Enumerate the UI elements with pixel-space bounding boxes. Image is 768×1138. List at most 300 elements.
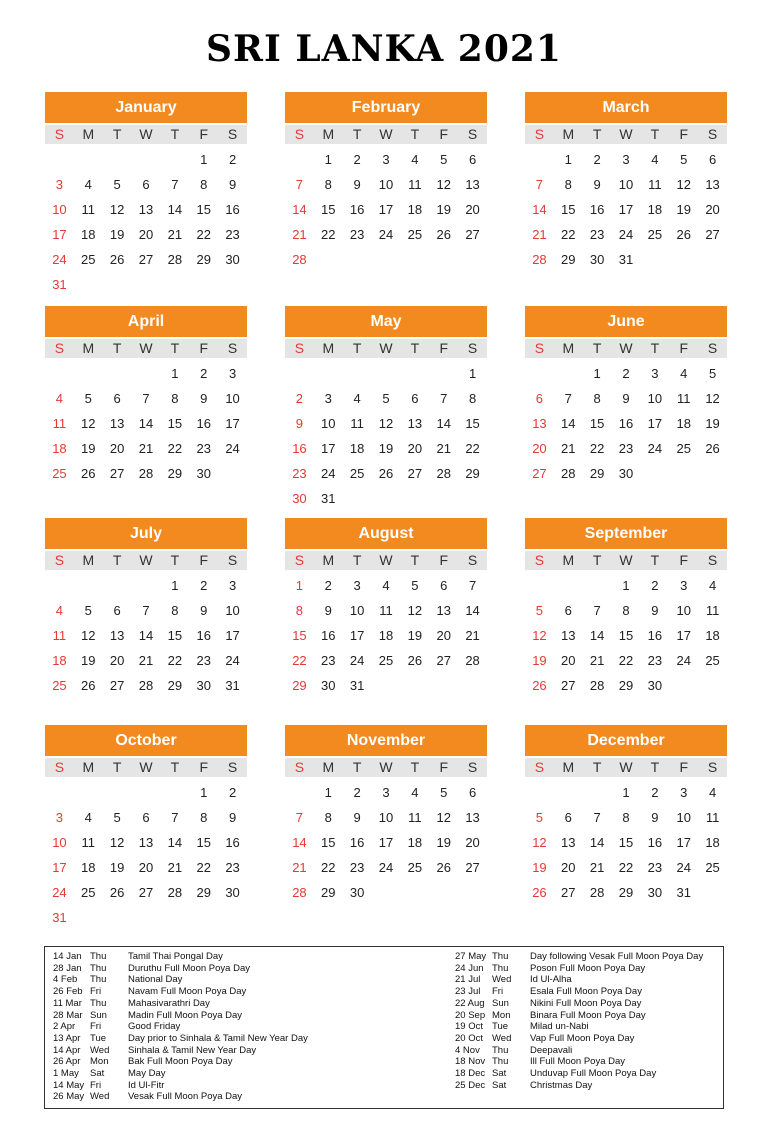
weekday-label: T — [410, 340, 420, 356]
empty-cell — [74, 780, 103, 805]
day-cell: 4 — [382, 578, 390, 593]
day-cell: 17 — [676, 628, 691, 643]
weekday-label: W — [139, 126, 153, 142]
day-cell: 24 — [52, 885, 67, 900]
day-cell: 8 — [171, 603, 179, 618]
weekday-label: S — [54, 340, 65, 356]
day-cell: 9 — [200, 391, 208, 406]
day-cell: 20 — [109, 653, 125, 668]
weekday-header-row — [525, 125, 727, 144]
day-cell: 2 — [622, 366, 630, 381]
month-december — [525, 725, 727, 905]
day-cell: 26 — [109, 885, 125, 900]
day-cell: 29 — [167, 466, 183, 481]
day-cell: 16 — [647, 835, 663, 850]
day-cell: 3 — [55, 177, 64, 192]
weekday-header-row — [45, 125, 247, 144]
day-cell: 4 — [55, 603, 64, 618]
day-cell: 11 — [676, 391, 691, 406]
day-cell: 25 — [349, 466, 365, 481]
day-cell: 2 — [295, 391, 304, 406]
day-cell: 25 — [705, 860, 720, 875]
day-cell: 1 — [295, 578, 304, 593]
weekday-header-row — [45, 758, 247, 777]
day-cell: 6 — [113, 391, 121, 406]
day-cell: 18 — [81, 227, 96, 242]
day-cell: 15 — [196, 202, 211, 217]
day-cell: 24 — [378, 227, 394, 242]
empty-cell — [103, 361, 132, 386]
day-cell: 7 — [535, 177, 544, 192]
page-title: SRI LANKA 2021 — [206, 28, 562, 70]
day-cell: 23 — [196, 441, 211, 456]
holiday-row — [455, 1021, 703, 1033]
day-cell: 22 — [589, 441, 605, 456]
day-cell: 16 — [349, 835, 365, 850]
day-cell: 28 — [167, 252, 183, 267]
holiday-name: Day following Vesak Full Moon Poya Day — [530, 951, 704, 962]
day-cell: 19 — [705, 416, 720, 431]
holiday-row — [53, 1010, 308, 1022]
weekday-header-row — [285, 758, 487, 777]
day-cell: 20 — [465, 202, 480, 217]
weekday-label: T — [410, 552, 420, 568]
day-cell: 4 — [651, 152, 659, 167]
holiday-date: 21 Jul — [455, 974, 481, 986]
holiday-row — [455, 1045, 703, 1057]
weekday-label: S — [294, 552, 305, 568]
day-cell: 19 — [532, 653, 547, 668]
month-july — [45, 518, 247, 698]
weekday-label: W — [379, 759, 393, 775]
weekday-label: M — [322, 126, 335, 142]
month-header: July — [45, 518, 247, 549]
day-cell: 9 — [324, 603, 332, 618]
day-cell: 18 — [81, 860, 96, 875]
day-cell: 19 — [676, 202, 691, 217]
day-cell: 21 — [292, 227, 307, 242]
day-cell: 25 — [705, 653, 720, 668]
holiday-name: Duruthu Full Moon Poya Day — [128, 962, 250, 974]
day-cell: 10 — [321, 416, 336, 431]
day-cell: 6 — [535, 391, 544, 406]
day-cell: 26 — [436, 860, 451, 875]
day-cell: 1 — [200, 152, 208, 167]
day-cell: 17 — [349, 628, 365, 643]
holiday-weekday: Sat — [492, 1079, 507, 1091]
month-header: February — [285, 92, 487, 123]
weekday-label: T — [592, 552, 602, 568]
day-cell: 9 — [622, 391, 630, 406]
day-cell: 11 — [648, 177, 662, 192]
day-cell: 1 — [622, 578, 630, 593]
day-cell: 15 — [167, 628, 183, 643]
holiday-date: 26 Apr — [53, 1056, 81, 1068]
day-cell: 11 — [81, 202, 96, 217]
weekday-label: W — [379, 340, 393, 356]
day-cell: 28 — [465, 653, 480, 668]
holiday-row — [455, 1068, 703, 1080]
weekday-label: S — [534, 126, 545, 142]
day-cell: 3 — [228, 366, 237, 381]
day-cell: 2 — [353, 152, 361, 167]
day-cell: 3 — [228, 578, 237, 593]
day-cell: 5 — [382, 391, 390, 406]
day-cell: 7 — [171, 177, 179, 192]
day-cell: 2 — [228, 152, 237, 167]
weekday-label: W — [619, 340, 633, 356]
day-cell: 28 — [292, 885, 307, 900]
day-cell: 5 — [680, 152, 688, 167]
holiday-date: 27 May — [455, 951, 487, 962]
day-cell: 26 — [81, 466, 96, 481]
holiday-weekday: Mon — [90, 1056, 109, 1068]
day-cell: 10 — [676, 810, 691, 825]
day-cell: 23 — [647, 860, 663, 875]
weekday-header-row — [525, 551, 727, 570]
holiday-row — [53, 963, 308, 975]
weekday-label: F — [199, 552, 208, 568]
day-cell: 22 — [196, 860, 211, 875]
empty-cell — [285, 780, 314, 805]
day-cell: 11 — [81, 835, 96, 850]
day-cell: 2 — [651, 578, 659, 593]
month-april — [45, 306, 247, 486]
weekday-label: T — [352, 126, 362, 142]
day-cell: 24 — [225, 653, 240, 668]
day-cell: 8 — [171, 391, 179, 406]
weekday-label: S — [467, 759, 478, 775]
day-cell: 6 — [142, 810, 150, 825]
empty-cell — [554, 573, 583, 598]
holiday-date: 1 May — [53, 1068, 79, 1080]
day-cell: 27 — [465, 227, 480, 242]
day-cell: 14 — [167, 202, 183, 217]
holiday-list-right — [455, 951, 703, 1091]
day-cell: 25 — [407, 860, 423, 875]
holiday-weekday: Thu — [90, 962, 107, 974]
day-cell: 4 — [411, 785, 419, 800]
day-cell: 13 — [138, 835, 154, 850]
day-cell: 30 — [349, 885, 365, 900]
day-cell: 11 — [52, 628, 67, 643]
day-cell: 11 — [52, 416, 67, 431]
month-header: April — [45, 306, 247, 337]
day-cell: 20 — [436, 628, 451, 643]
empty-cell — [45, 780, 74, 805]
day-grid — [285, 361, 487, 511]
day-cell: 8 — [593, 391, 601, 406]
day-grid — [525, 573, 727, 698]
day-cell: 30 — [196, 466, 211, 481]
holiday-list-left — [53, 951, 308, 1103]
day-cell: 15 — [589, 416, 605, 431]
weekday-label: T — [170, 552, 180, 568]
empty-cell — [45, 573, 74, 598]
day-cell: 7 — [468, 578, 477, 593]
day-cell: 17 — [225, 416, 240, 431]
day-cell: 14 — [292, 835, 307, 850]
day-cell: 16 — [647, 628, 663, 643]
holiday-name: Nikini Full Moon Poya Day — [530, 997, 642, 1009]
holiday-name: Vap Full Moon Poya Day — [530, 1032, 635, 1044]
day-cell: 30 — [292, 491, 307, 506]
weekday-label: M — [82, 340, 95, 356]
weekday-label: M — [82, 759, 95, 775]
day-cell: 20 — [138, 860, 154, 875]
day-cell: 24 — [647, 441, 663, 456]
day-cell: 2 — [324, 578, 332, 593]
day-cell: 5 — [708, 366, 717, 381]
weekday-header-row — [285, 551, 487, 570]
day-cell: 10 — [52, 835, 67, 850]
weekday-label: M — [322, 759, 335, 775]
holiday-date: 24 Jun — [455, 962, 484, 974]
day-cell: 23 — [321, 653, 336, 668]
holiday-name: Good Friday — [128, 1021, 181, 1033]
day-cell: 25 — [81, 252, 96, 267]
day-cell: 22 — [167, 441, 183, 456]
day-cell: 12 — [532, 628, 547, 643]
weekday-label: T — [410, 126, 420, 142]
day-cell: 19 — [436, 835, 451, 850]
day-cell: 23 — [647, 653, 663, 668]
day-cell: 22 — [167, 653, 183, 668]
day-cell: 1 — [593, 366, 601, 381]
day-cell: 22 — [618, 860, 634, 875]
day-cell: 10 — [618, 177, 634, 192]
weekday-label: W — [139, 552, 153, 568]
empty-cell — [74, 147, 103, 172]
day-cell: 27 — [138, 252, 154, 267]
day-cell: 9 — [228, 177, 237, 192]
day-cell: 30 — [225, 252, 240, 267]
day-cell: 21 — [589, 653, 605, 668]
day-cell: 27 — [407, 466, 423, 481]
weekday-label: S — [54, 759, 65, 775]
weekday-label: T — [650, 340, 660, 356]
holiday-row — [53, 1080, 308, 1092]
day-cell: 7 — [564, 391, 572, 406]
day-cell: 17 — [225, 628, 240, 643]
holiday-row — [53, 974, 308, 986]
day-cell: 25 — [52, 466, 67, 481]
day-cell: 15 — [618, 835, 634, 850]
month-header: June — [525, 306, 727, 337]
holiday-weekday: Thu — [90, 997, 107, 1009]
weekday-label: W — [139, 340, 153, 356]
day-grid — [525, 780, 727, 905]
day-cell: 24 — [225, 441, 240, 456]
weekday-label: S — [54, 552, 65, 568]
holiday-weekday: Mon — [492, 1009, 511, 1021]
holiday-date: 28 Mar — [53, 1009, 83, 1021]
day-cell: 28 — [589, 678, 605, 693]
weekday-label: S — [227, 340, 238, 356]
holiday-name: Mahasivarathri Day — [128, 997, 210, 1009]
day-cell: 9 — [295, 416, 304, 431]
day-cell: 22 — [618, 653, 634, 668]
day-cell: 8 — [324, 177, 332, 192]
day-cell: 1 — [324, 152, 332, 167]
day-cell: 30 — [647, 678, 663, 693]
holiday-date: 20 Oct — [455, 1032, 483, 1044]
day-cell: 19 — [436, 202, 451, 217]
empty-cell — [160, 780, 189, 805]
day-cell: 8 — [295, 603, 304, 618]
day-cell: 14 — [292, 202, 307, 217]
day-cell: 19 — [532, 860, 547, 875]
month-february — [285, 92, 487, 272]
day-cell: 29 — [196, 885, 211, 900]
day-cell: 16 — [349, 202, 365, 217]
day-cell: 30 — [225, 885, 240, 900]
holiday-weekday: Thu — [492, 962, 509, 974]
day-cell: 27 — [705, 227, 720, 242]
month-june — [525, 306, 727, 486]
holiday-row — [455, 1056, 703, 1068]
holiday-date: 26 May — [53, 1091, 85, 1103]
day-cell: 12 — [378, 416, 394, 431]
day-cell: 5 — [440, 785, 448, 800]
day-cell: 15 — [196, 835, 211, 850]
day-cell: 14 — [589, 835, 605, 850]
holiday-row — [455, 974, 703, 986]
empty-cell — [525, 573, 554, 598]
day-cell: 19 — [81, 653, 96, 668]
day-cell: 14 — [138, 628, 154, 643]
weekday-label: T — [170, 340, 180, 356]
month-header: August — [285, 518, 487, 549]
weekday-label: S — [707, 552, 718, 568]
holiday-row — [455, 1080, 703, 1092]
weekday-label: F — [679, 340, 688, 356]
day-cell: 1 — [564, 152, 572, 167]
weekday-header-row — [285, 339, 487, 358]
day-cell: 14 — [561, 416, 576, 431]
day-cell: 1 — [200, 785, 208, 800]
weekday-label: T — [170, 759, 180, 775]
day-cell: 26 — [532, 678, 547, 693]
day-cell: 16 — [196, 416, 211, 431]
day-cell: 31 — [52, 910, 67, 925]
holiday-weekday: Fri — [90, 1079, 102, 1091]
holiday-name: Binara Full Moon Poya Day — [530, 1009, 646, 1021]
day-cell: 13 — [532, 416, 547, 431]
day-grid — [285, 780, 487, 905]
empty-cell — [74, 573, 103, 598]
month-header: October — [45, 725, 247, 756]
day-cell: 6 — [468, 785, 477, 800]
day-cell: 16 — [196, 628, 211, 643]
empty-cell — [525, 147, 554, 172]
empty-cell — [74, 361, 103, 386]
holiday-weekday: Tue — [492, 1021, 509, 1033]
day-cell: 14 — [532, 202, 547, 217]
day-cell: 12 — [436, 177, 451, 192]
month-august — [285, 518, 487, 698]
day-cell: 6 — [708, 152, 717, 167]
day-cell: 17 — [676, 835, 691, 850]
weekday-label: T — [352, 552, 362, 568]
weekday-label: T — [650, 126, 660, 142]
day-cell: 23 — [225, 860, 240, 875]
day-cell: 12 — [705, 391, 720, 406]
empty-cell — [314, 361, 343, 386]
weekday-header-row — [285, 125, 487, 144]
holiday-date: 14 Jan — [53, 951, 82, 962]
day-cell: 10 — [225, 391, 240, 406]
day-grid — [525, 147, 727, 272]
day-cell: 3 — [651, 366, 659, 381]
day-cell: 3 — [382, 785, 390, 800]
empty-cell — [45, 361, 74, 386]
holiday-weekday: Sun — [492, 997, 509, 1009]
day-cell: 3 — [55, 810, 64, 825]
day-cell: 1 — [324, 785, 332, 800]
day-cell: 19 — [109, 227, 125, 242]
weekday-label: F — [439, 126, 448, 142]
holiday-date: 18 Nov — [455, 1056, 486, 1068]
day-cell: 14 — [436, 416, 451, 431]
day-cell: 22 — [321, 227, 336, 242]
weekday-label: T — [592, 340, 602, 356]
weekday-label: T — [592, 126, 602, 142]
day-cell: 20 — [407, 441, 423, 456]
holiday-weekday: Thu — [492, 1056, 509, 1068]
day-cell: 25 — [407, 227, 423, 242]
day-cell: 7 — [142, 391, 150, 406]
day-cell: 3 — [353, 578, 361, 593]
weekday-label: M — [562, 126, 575, 142]
day-cell: 28 — [292, 252, 307, 267]
day-cell: 8 — [200, 177, 208, 192]
weekday-label: M — [562, 340, 575, 356]
day-cell: 20 — [705, 202, 720, 217]
day-cell: 17 — [647, 416, 663, 431]
weekday-label: M — [82, 126, 95, 142]
holiday-weekday: Wed — [90, 1091, 110, 1103]
weekday-label: S — [54, 126, 65, 142]
empty-cell — [160, 147, 189, 172]
weekday-label: T — [112, 759, 122, 775]
weekday-header-row — [525, 339, 727, 358]
day-cell: 1 — [171, 578, 179, 593]
day-cell: 13 — [561, 835, 576, 850]
day-grid — [45, 573, 247, 698]
holiday-date: 23 Jul — [455, 986, 481, 998]
day-cell: 6 — [440, 578, 448, 593]
empty-cell — [429, 361, 458, 386]
day-cell: 31 — [618, 252, 634, 267]
weekday-label: T — [352, 340, 362, 356]
holiday-weekday: Fri — [492, 986, 504, 998]
day-cell: 14 — [167, 835, 183, 850]
day-cell: 26 — [676, 227, 691, 242]
day-cell: 8 — [468, 391, 477, 406]
empty-cell — [132, 780, 161, 805]
day-cell: 14 — [138, 416, 154, 431]
day-cell: 13 — [109, 628, 125, 643]
day-cell: 27 — [109, 466, 125, 481]
day-cell: 13 — [705, 177, 720, 192]
day-cell: 18 — [378, 628, 394, 643]
empty-cell — [372, 361, 401, 386]
day-cell: 17 — [378, 202, 394, 217]
day-grid — [285, 573, 487, 698]
day-cell: 29 — [561, 252, 576, 267]
weekday-header-row — [45, 339, 247, 358]
